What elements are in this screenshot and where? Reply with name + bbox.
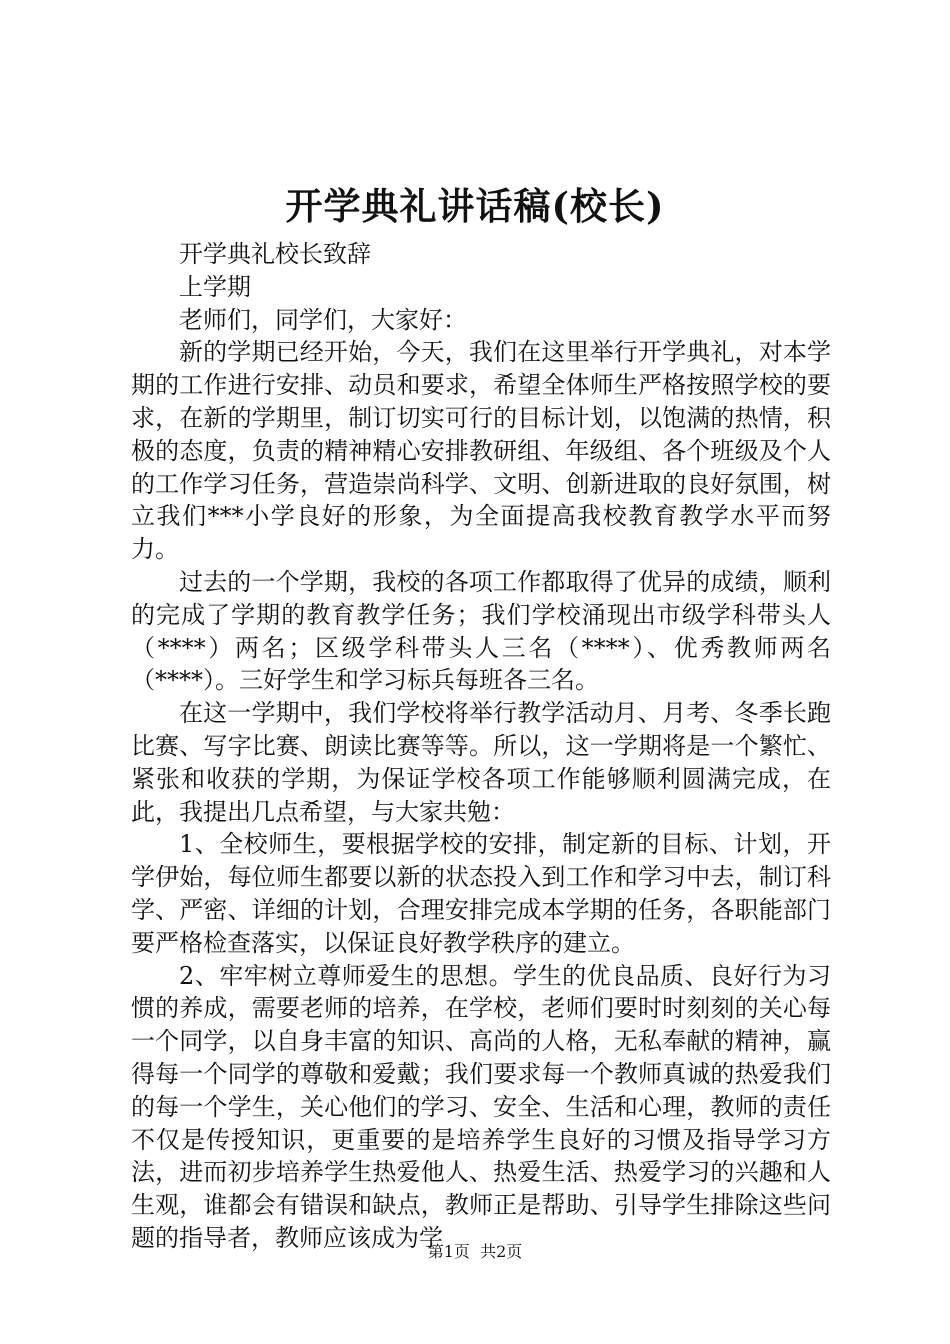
page-total: 共2页 [480,1242,523,1261]
paragraph-intro: 新的学期已经开始，今天，我们在这里举行开学典礼，对本学期的工作进行安排、动员和要求，希望全体师生严格按照学校的要求，在新的学期里，制订切实可行的目标计划，以饱满的热情，积极的态度，负责的精神精心安排教研组、年级组、各个班级及个人的工作学习任务，营造崇尚科学、文明、创新进取的良好氛围，树立我们***小学良好的形象，为全面提高我校教育教学水平而努力。 [131,338,831,564]
paragraph-greeting: 老师们，同学们，大家好： [179,305,467,334]
document-body [131,238,831,1255]
paragraph-point-1: 1、全校师生，要根据学校的安排，制定新的目标、计划，开学伊始，每位师生都要以新的状态投入到工作和学习中去，制订科学、严密、详细的计划，合理安排完成本学期的任务，各职能部门要严格检查落实，以保证良好教学秩序的建立。 [131,830,831,957]
paragraph-plan: 在这一学期中，我们学校将举行教学活动月、月考、冬季长跑比赛、写字比赛、朗读比赛等等。所以，这一学期将是一个繁忙、紧张和收获的学期，为保证学校各项工作能够顺利圆满完成，在此，我提出几点希望，与大家共勉： [131,699,831,826]
paragraph-heading: 开学典礼校长致辞 [179,240,371,268]
paragraph-review: 过去的一个学期，我校的各项工作都取得了优异的成绩，顺利的完成了学期的教育教学任务；我们学校涌现出市级学科带头人（****）两名；区级学科带头人三名（****）、优秀教师两名（****）。三好学生和学习标兵每班各三名。 [131,567,831,695]
page-footer [0,1240,950,1264]
paragraph-term: 上学期 [179,272,251,301]
document-title: 开学典礼讲话稿(校长) [285,184,665,228]
page-number: 第1页 [427,1242,470,1261]
paragraph-point-2: 2、牢牢树立尊师爱生的思想。学生的优良品质、良好行为习惯的养成，需要老师的培养，在学校，老师们要时时刻刻的关心每一个同学，以自身丰富的知识、高尚的人格，无私奉献的精神，赢得每一个同学的尊敬和爱戴；我们要求每一个教师真诚的热爱我们的每一个学生，关心他们的学习、安全、生活和心理，教师的责任不仅是传授知识，更重要的是培养学生良好的习惯及指导学习方法，进而初步培养学生热爱他人、热爱生活、热爱学习的兴趣和人生观，谁都会有错误和缺点，教师正是帮助、引导学生排除这些问题的指导者，教师应该成为学 [131,961,831,1252]
